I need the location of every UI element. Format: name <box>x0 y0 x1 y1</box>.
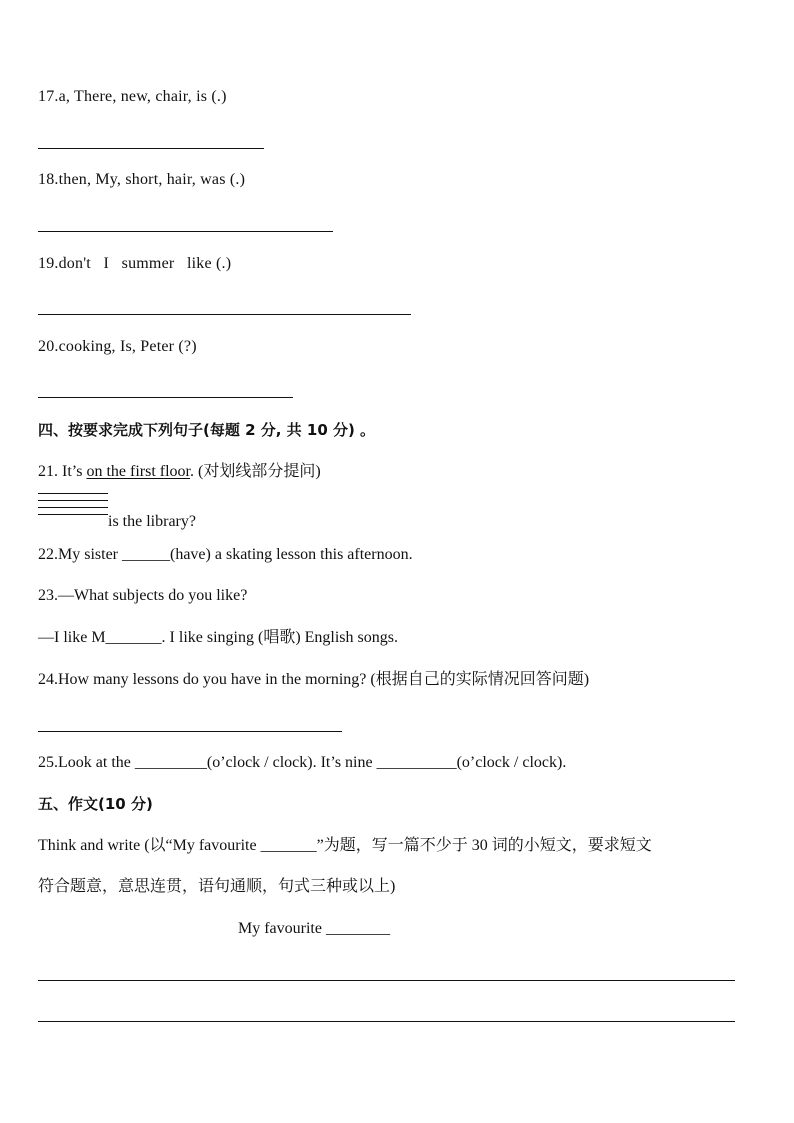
answer-line-18[interactable] <box>38 231 333 232</box>
writing-instruction-line-1: Think and write (以“My favourite _______”为题，写一篇不少于 30 词的小短文，要求短文 <box>38 837 652 854</box>
writing-line-2[interactable] <box>38 1021 735 1022</box>
question-21-answer-tail: is the library? <box>108 513 196 530</box>
question-20-prompt: 20.cooking, Is, Peter (?) <box>38 338 197 355</box>
question-18-prompt: 18.then, My, short, hair, was (.) <box>38 171 246 188</box>
section-4-heading: 四、按要求完成下列句子(每题 2 分, 共 10 分) 。 <box>38 421 376 439</box>
answer-blank-stack-21[interactable] <box>38 493 108 521</box>
question-21-prompt <box>38 462 321 482</box>
question-21-number: 21. <box>38 463 62 480</box>
writing-title: My favourite ________ <box>238 920 390 937</box>
blank-line <box>38 493 108 494</box>
answer-line-19[interactable] <box>38 314 411 315</box>
answer-line-17[interactable] <box>38 148 264 149</box>
question-24-text: 24.How many lessons do you have in the morning? (根据自己的实际情况回答问题) <box>38 671 590 688</box>
question-25-text: 25.Look at the _________(o’clock / clock). It’s nine __________(o’clock / clock). <box>38 754 567 771</box>
section-5-heading: 五、作文(10 分) <box>38 795 153 813</box>
question-21-pre: It’s <box>62 463 87 480</box>
writing-line-1[interactable] <box>38 980 735 981</box>
question-19-prompt: 19.don't I summer like (.) <box>38 255 232 272</box>
blank-line <box>38 507 108 508</box>
answer-line-24[interactable] <box>38 731 342 732</box>
question-21-underlined: on the first floor <box>86 463 190 480</box>
blank-line <box>38 514 108 515</box>
question-23-answer: —I like M_______. I like singing (唱歌) English songs. <box>38 629 398 646</box>
blank-line <box>38 500 108 501</box>
question-17-prompt: 17.a, There, new, chair, is (.) <box>38 88 227 105</box>
question-23-question: 23.—What subjects do you like? <box>38 587 248 604</box>
writing-instruction-line-2: 符合题意，意思连贯，语句通顺，句式三种或以上) <box>38 878 396 895</box>
question-21-post: . (对划线部分提问) <box>190 463 321 480</box>
question-22-text: 22.My sister ______(have) a skating lesson this afternoon. <box>38 546 413 563</box>
answer-line-20[interactable] <box>38 397 293 398</box>
